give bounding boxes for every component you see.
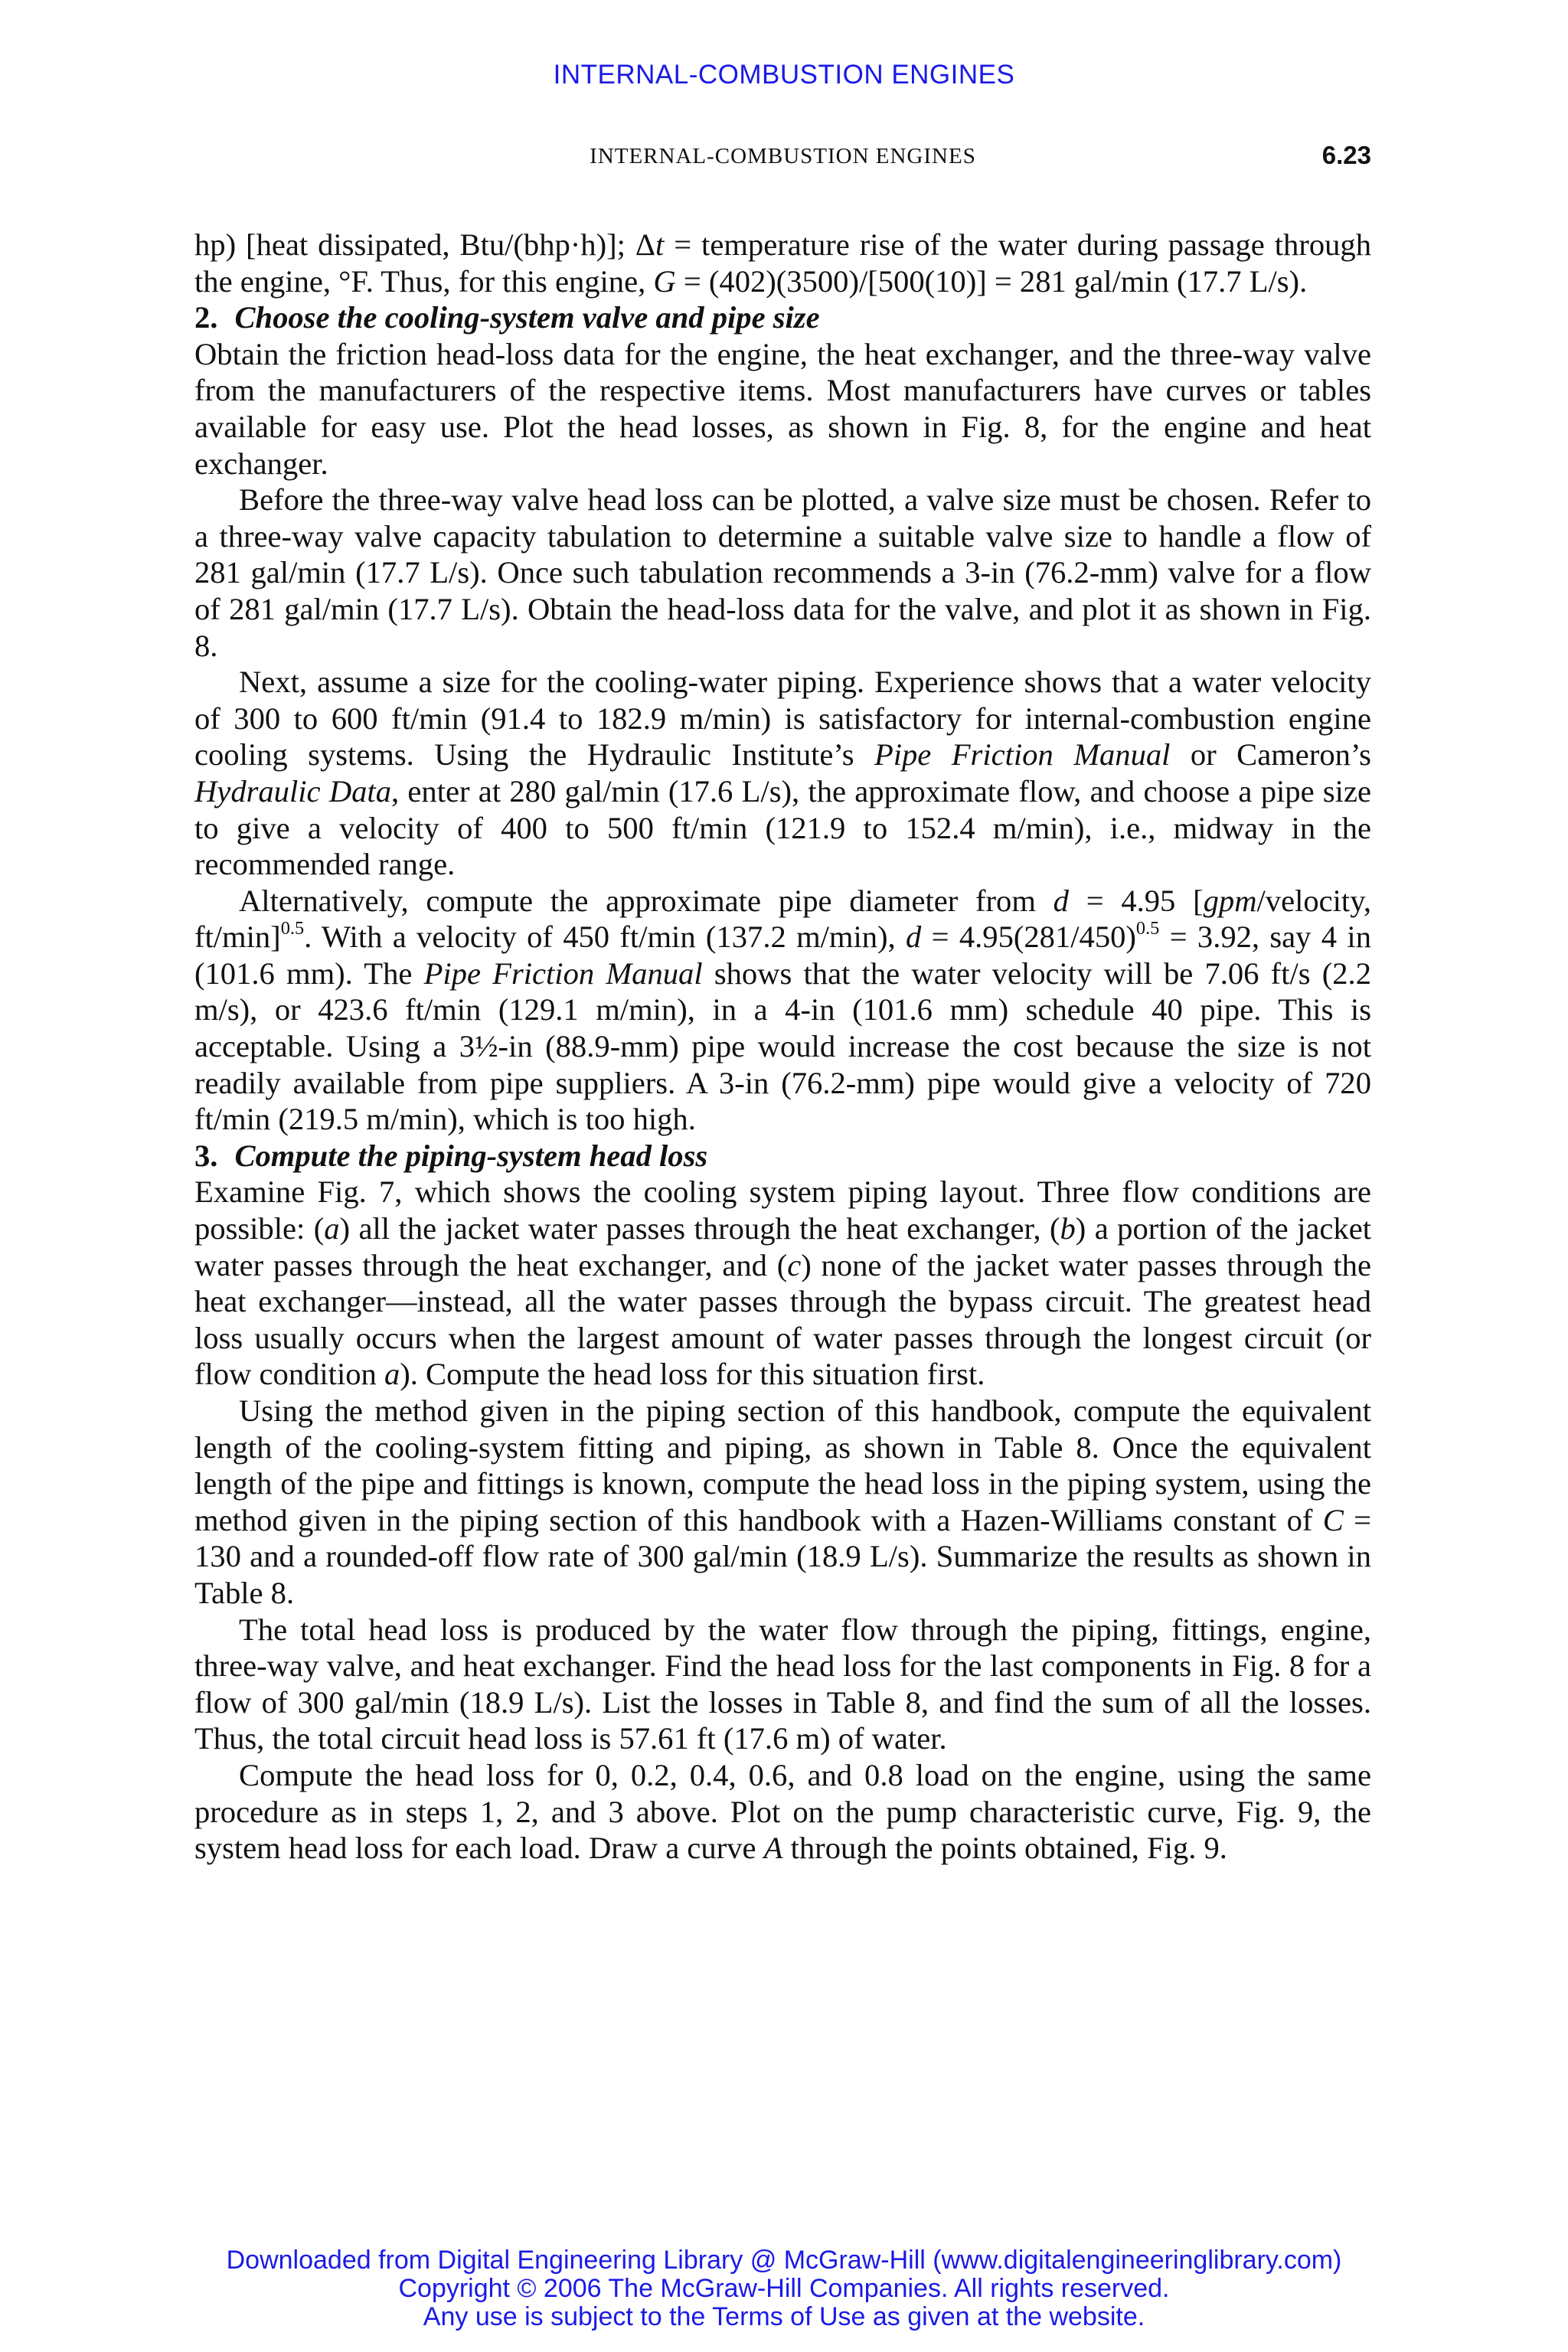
paragraph: Examine Fig. 7, which shows the cooling system piping layout. Three flow conditions are possible: (a) all the jacket water passes through the heat exchanger, (b) a portion of the jacket water passes through the heat exchanger, and (c) none of the jacket water passes through the heat exchanger—instead, all the water passes through the bypass circuit. The greatest head loss usually occurs when the largest amount of water passes through the longest circuit (or flow condition a). Compute the head loss for this situation first. (194, 1174, 1371, 1392)
running-head-title: INTERNAL-COMBUSTION ENGINES (590, 144, 976, 168)
step-number: 2. (194, 300, 218, 335)
paragraph: Alternatively, compute the approximate pipe diameter from d = 4.95 [gpm/velocity, ft/min]$^{0.5}$. With a velocity of 450 ft/min (137.2 m/min), $d = 4.95(281/450)^{0.5} = 3.92$, say 4 in (101.6 mm). The Pipe Friction Manual shows that the water velocity will be 7.06 ft/s (2.2 m/s), or 423.6 ft/min (129.1 m/min), in a 4-in (101.6 mm) schedule 40 pipe. This is acceptable. Using a 3½-in (88.9-mm) pipe would increase the cost because the size is not readily available from pipe suppliers. A 3-in (76.2-mm) pipe would give a velocity of 720 ft/min (219.5 m/min), which is too high. (194, 883, 1372, 1137)
paragraph: Obtain the friction head-loss data for the engine, the heat exchanger, and the three-way valve from the manufacturers of the respective items. Most manufacturers have curves or tables available for easy use. Plot the head losses, as shown in Fig. 8, for the engine and heat exchanger. (194, 336, 1371, 481)
paragraph: Compute the head loss for 0, 0.2, 0.4, 0.6, and 0.8 load on the engine, using the same procedure as in steps 1, 2, and 3 above. Plot on the pump characteristic curve, Fig. 9, the system head loss for each load. Draw a curve A through the points obtained, Fig. 9. (194, 1757, 1371, 1866)
page-number: 6.23 (1321, 141, 1371, 169)
paragraph: Before the three-way valve head loss can be plotted, a valve size must be chosen. Refer to a three-way valve capacity tabulation to determine a suitable valve size to handle a flow of 281 gal/min (17.7 L/s). Once such tabulation recommends a 3-in (76.2-mm) valve for a flow of 281 gal/min (17.7 L/s). Obtain the head-loss data for the valve, and plot it as shown in Fig. 8. (194, 482, 1371, 663)
running-head (194, 141, 1371, 175)
step-title: Choose the cooling-system valve and pipe size (234, 300, 820, 335)
continuation-paragraph: hp) [heat dissipated, Btu/(bhp·h)]; Δt = temperature rise of the water during passage through the engine, °F. Thus, for this engine, G = (402)(3500)/[500(10)] = 281 gal/min (17.7 L/s). (194, 227, 1372, 299)
body-text (194, 227, 1371, 1867)
footer (0, 2246, 1568, 2331)
footer-copyright[interactable]: Copyright © 2006 The McGraw-Hill Companies. All rights reserved. (398, 2274, 1170, 2303)
top-chapter-link[interactable]: INTERNAL-COMBUSTION ENGINES (553, 60, 1015, 90)
step-number: 3. (194, 1138, 218, 1173)
paragraph: Using the method given in the piping section of this handbook, compute the equivalent length of the cooling-system fitting and piping, as shown in Table 8. Once the equivalent length of the pipe and fittings is known, compute the head loss in the piping system, using the method given in the piping section of this handbook with a Hazen-Williams constant of C = 130 and a rounded-off flow rate of 300 gal/min (18.9 L/s). Summarize the results as shown in Table 8. (194, 1393, 1371, 1610)
footer-download-link[interactable]: Downloaded from Digital Engineering Library @ McGraw-Hill (www.digitalengineeringlibrary.com) (226, 2246, 1342, 2275)
footer-terms-link[interactable]: Any use is subject to the Terms of Use as given at the website. (423, 2302, 1145, 2331)
paragraph: Next, assume a size for the cooling-water piping. Experience shows that a water velocity of 300 to 600 ft/min (91.4 to 182.9 m/min) is satisfactory for internal-combustion engine cooling systems. Using the Hydraulic Institute’s Pipe Friction Manual or Cameron’s Hydraulic Data, enter at 280 gal/min (17.6 L/s), the approximate flow, and choose a pipe size to give a velocity of 400 to 500 ft/min (121.9 to 152.4 m/min), i.e., midway in the recommended range. (194, 665, 1371, 882)
step-3-heading (194, 1138, 1371, 1174)
step-2-heading (194, 299, 1371, 336)
step-title: Compute the piping-system head loss (234, 1138, 708, 1173)
paragraph: The total head loss is produced by the water flow through the piping, fittings, engine, three-way valve, and heat exchanger. Find the head loss for the last components in Fig. 8 for a flow of 300 gal/min (18.9 L/s). List the losses in Table 8, and find the sum of all the losses. Thus, the total circuit head loss is 57.61 ft (17.6 m) of water. (194, 1612, 1371, 1756)
